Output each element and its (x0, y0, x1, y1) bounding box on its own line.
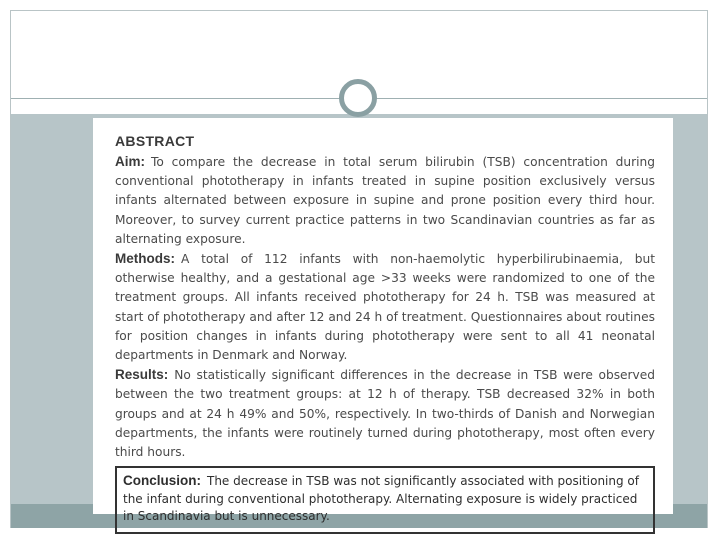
conclusion-box (115, 466, 655, 534)
abstract-heading: ABSTRACT (115, 133, 195, 149)
circle-ornament-icon (339, 79, 377, 117)
aim-label: Aim: (115, 154, 145, 169)
conclusion-label: Conclusion: (123, 473, 201, 489)
methods-label: Methods: (115, 251, 175, 267)
abstract-image (93, 118, 673, 524)
results-section (115, 365, 655, 462)
aim-section (115, 152, 655, 249)
results-text: No statistically significant differences in the decrease in TSB were observed between the two treatment groups: at 12 h of therapy. TSB decreased 32% in both groups and at 24 h 49% and 50%, respectively. In two-thirds of Danish and Norwegian departments, the infants were routinely turned during phototherapy, most often every third hours. (115, 368, 655, 460)
aim-text: To compare the decrease in total serum bilirubin (TSB) concentration during conventional phototherapy in infants treated in supine position exclusively versus infants alternated between exposure in supine and prone position every third hour. Moreover, to survey current practice patterns in two Scandinavian countries as far as alternating exposure. (115, 155, 655, 246)
methods-text: A total of 112 infants with non-haemolytic hyperbilirubinaemia, but otherwise healthy, and a gestational age >33 weeks were randomized to one of the treatment groups. All infants received phototherapy for 24 h. TSB was measured at start of phototherapy and after 12 and 24 h of treatment. Questionnaires about routines for position changes in infants during phototherapy were sent to all 41 neonatal departments in Denmark and Norway. (115, 252, 655, 363)
results-label: Results: (115, 367, 169, 383)
conclusion-text: The decrease in TSB was not significantly associated with positioning of the infant during conventional phototherapy. Alternating exposure is widely practiced in Scandinavia but is unnecessary. (123, 474, 639, 524)
methods-section (115, 249, 655, 365)
